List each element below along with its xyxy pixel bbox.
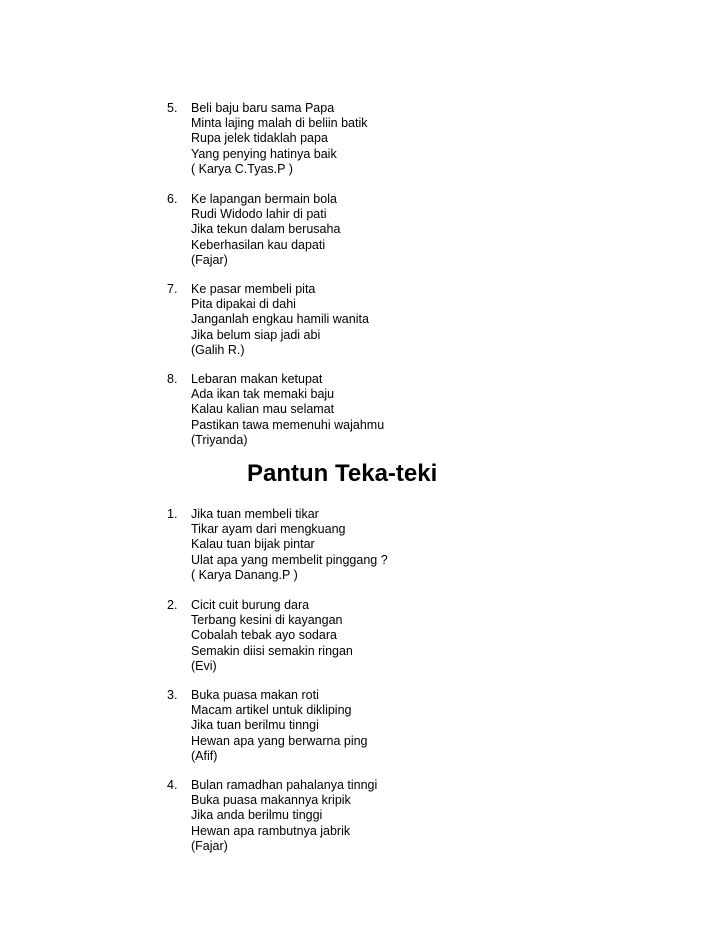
- author-line: ( Karya Danang.P ): [191, 567, 298, 582]
- author-line: (Triyanda): [191, 432, 248, 447]
- verse-line: Buka puasa makan roti: [191, 688, 319, 702]
- entry-lines: [191, 282, 369, 358]
- verse-line: Buka puasa makannya kripik: [191, 793, 351, 808]
- verse-line: Jika tuan membeli tikar: [191, 507, 319, 521]
- entry-number: 5.: [167, 101, 178, 115]
- entry-lines: [191, 192, 340, 268]
- entry-number: 6.: [167, 192, 178, 206]
- author-line: (Fajar): [191, 838, 228, 853]
- verse-line: Jika tuan berilmu tinngi: [191, 718, 319, 733]
- verse-line: Beli baju baru sama Papa: [191, 101, 335, 115]
- author-line: (Galih R.): [191, 342, 245, 357]
- entry-number: 4.: [167, 778, 178, 792]
- verse-line: Macam artikel untuk dikliping: [191, 703, 352, 718]
- verse-line: Hewan apa yang berwarna ping: [191, 733, 368, 748]
- author-line: (Afif): [191, 748, 218, 763]
- verse-line: Terbang kesini di kayangan: [191, 613, 343, 628]
- verse-line: Ke pasar membeli pita: [191, 282, 316, 296]
- author-line: (Evi): [191, 658, 217, 673]
- verse-line: Rudi Widodo lahir di pati: [191, 207, 327, 222]
- verse-line: Semakin diisi semakin ringan: [191, 643, 353, 658]
- verse-line: Jika belum siap jadi abi: [191, 327, 321, 342]
- verse-line: Kalau kalian mau selamat: [191, 402, 335, 417]
- entry-lines: [191, 101, 367, 177]
- verse-line: Hewan apa rambutnya jabrik: [191, 823, 351, 838]
- verse-line: Minta lajing malah di beliin batik: [191, 116, 368, 131]
- verse-line: Janganlah engkau hamili wanita: [191, 312, 369, 327]
- entry-lines: [191, 688, 368, 764]
- verse-line: Bulan ramadhan pahalanya tinngi: [191, 778, 378, 792]
- verse-line: Ulat apa yang membelit pinggang ?: [191, 552, 388, 567]
- verse-line: Ke lapangan bermain bola: [191, 192, 337, 206]
- verse-line: Pita dipakai di dahi: [191, 297, 296, 312]
- entry-number: 3.: [167, 688, 178, 702]
- entry-lines: [191, 507, 388, 583]
- verse-line: Pastikan tawa memenuhi wajahmu: [191, 417, 385, 432]
- section-title-text: Pantun Teka-teki: [247, 460, 438, 487]
- verse-line: Cobalah tebak ayo sodara: [191, 628, 337, 643]
- verse-line: Keberhasilan kau dapati: [191, 237, 326, 252]
- verse-line: Cicit cuit burung dara: [191, 598, 310, 612]
- author-line: (Fajar): [191, 252, 228, 267]
- entry-number: 7.: [167, 282, 178, 296]
- verse-line: Tikar ayam dari mengkuang: [191, 522, 346, 537]
- verse-line: Rupa jelek tidaklah papa: [191, 131, 328, 146]
- entry-number: 1.: [167, 507, 178, 521]
- entry-lines: [191, 598, 353, 674]
- verse-line: Yang penying hatinya baik: [191, 146, 337, 161]
- entry-number: 8.: [167, 372, 178, 386]
- author-line: ( Karya C.Tyas.P ): [191, 161, 293, 176]
- entry-number: 2.: [167, 598, 178, 612]
- entry-lines: [191, 778, 377, 854]
- verse-line: Kalau tuan bijak pintar: [191, 537, 315, 552]
- verse-line: Jika anda berilmu tinggi: [191, 808, 323, 823]
- verse-line: Jika tekun dalam berusaha: [191, 222, 341, 237]
- entry-lines: [191, 372, 384, 448]
- verse-line: Lebaran makan ketupat: [191, 372, 323, 386]
- verse-line: Ada ikan tak memaki baju: [191, 387, 335, 402]
